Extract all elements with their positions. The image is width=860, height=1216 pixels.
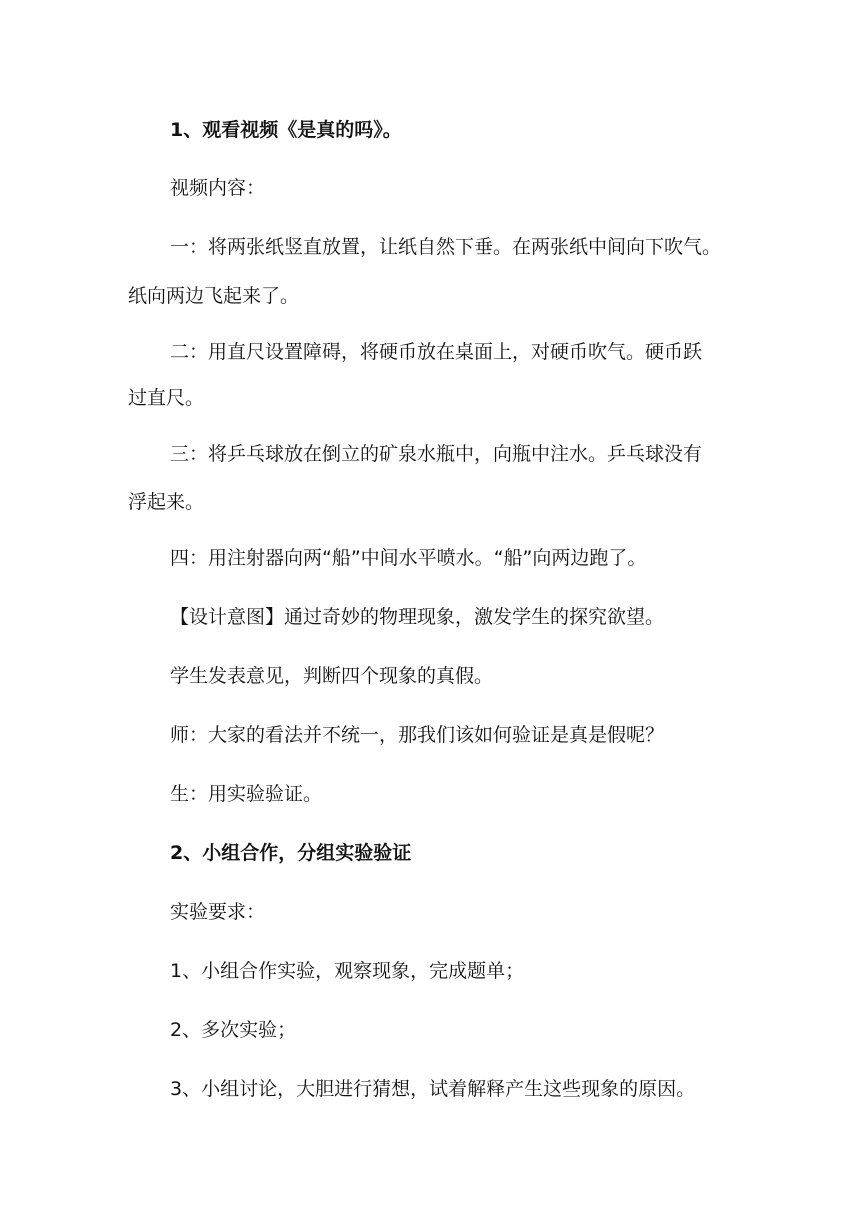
requirement-item: 3、小组讨论，大胆进行猜想，试着解释产生这些现象的原因。 (170, 1078, 696, 1100)
requirement-item: 2、多次实验； (170, 1019, 297, 1041)
requirement-item: 1、小组合作实验，观察现象，完成题单； (170, 960, 525, 982)
heading-watch-video: 1、观看视频《是真的吗》。 (170, 119, 402, 141)
heading-group-experiment: 2、小组合作，分组实验验证 (170, 842, 412, 864)
paragraph-line: 浮起来。 (128, 491, 205, 513)
paragraph-line: 四：用注射器向两“船”中间水平喷水。“船”向两边跑了。 (170, 547, 647, 569)
paragraph-line: 过直尺。 (128, 387, 205, 409)
paragraph-line: 一：将两张纸竖直放置，让纸自然下垂。在两张纸中间向下吹气。 (170, 236, 722, 258)
experiment-requirements-label: 实验要求： (170, 901, 266, 923)
paragraph-line: 纸向两边飞起来了。 (128, 285, 300, 307)
student-line: 生：用实验验证。 (170, 783, 323, 805)
paragraph-line: 二：用直尺设置障碍，将硬币放在桌面上，对硬币吹气。硬币跃 (170, 341, 703, 363)
design-intent-line: 【设计意图】通过奇妙的物理现象，激发学生的探究欲望。 (170, 606, 665, 628)
video-content-label: 视频内容： (170, 177, 266, 199)
teacher-line: 师：大家的看法并不统一，那我们该如何验证是真是假呢？ (170, 724, 665, 746)
paragraph-line: 三：将乒乓球放在倒立的矿泉水瓶中，向瓶中注水。乒乓球没有 (170, 443, 703, 465)
paragraph-line: 学生发表意见，判断四个现象的真假。 (170, 665, 494, 687)
